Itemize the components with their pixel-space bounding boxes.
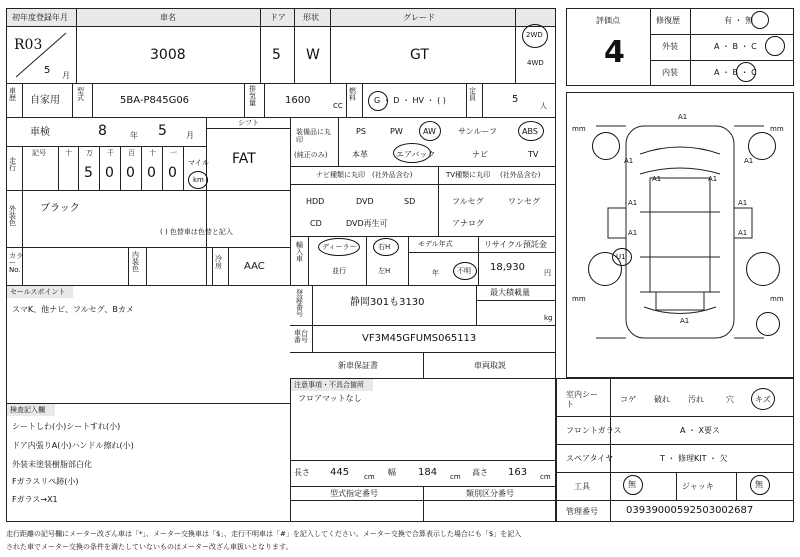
- width: 184: [418, 467, 438, 478]
- usage: 自家用: [30, 95, 60, 106]
- seat-hole: 穴: [726, 395, 734, 404]
- km-label: km: [193, 176, 204, 184]
- equip-abs: ABS: [522, 127, 538, 136]
- interior-b-circle: [736, 62, 756, 82]
- equip-nav: ナビ: [472, 150, 488, 159]
- int-color-label: 内装色: [132, 251, 139, 273]
- grade: GT: [410, 47, 429, 63]
- tv-header: TV種類に丸印: [446, 171, 491, 179]
- doors: 5: [272, 47, 281, 63]
- equip-aw: AW: [423, 127, 436, 136]
- wheel-spare: [756, 312, 780, 336]
- mm-label: mm: [770, 295, 784, 303]
- nav-dvd-play: DVD再生可: [346, 219, 388, 228]
- equipment-label: 装備品に丸印: [296, 128, 331, 145]
- recycle-value: 18,930: [490, 262, 525, 273]
- equip-sunroof: サンルーフ: [458, 127, 497, 136]
- kg-unit: kg: [544, 314, 553, 322]
- repair-label: 修復歴: [656, 16, 680, 25]
- wheel-rr-right: [746, 252, 780, 286]
- tv-oneseg: ワンセグ: [508, 197, 540, 206]
- notes-label: 注意事項・不具合箇所: [294, 381, 364, 389]
- nav-hdd: HDD: [306, 197, 325, 206]
- tv-sub: (社外品含む): [500, 171, 541, 179]
- max-load-label: 最大積載量: [490, 288, 530, 297]
- inspector-line: Fガラスリペ跡(小): [12, 477, 79, 486]
- height: 163: [508, 467, 528, 478]
- nav-cd: CD: [310, 219, 322, 228]
- windshield-label: フロントガラス: [566, 426, 622, 435]
- category-label: 類別区分番号: [466, 489, 514, 498]
- notes-value: フロアマットなし: [298, 394, 362, 403]
- capacity-label: 定員: [469, 87, 476, 102]
- yen-unit: 円: [544, 269, 551, 277]
- inspection-year-unit: 年: [130, 131, 138, 140]
- digit-header-1: 万: [86, 149, 93, 157]
- usage-label: 車歴: [9, 87, 16, 102]
- mileage-digit: 0: [147, 165, 156, 181]
- seat-tear: 破れ: [654, 395, 670, 404]
- width-label: 幅: [388, 468, 396, 477]
- aircon-label: 冷房: [215, 255, 222, 270]
- nav-header: ナビ種類に丸印: [316, 171, 365, 179]
- mileage-digit: 0: [105, 165, 114, 181]
- footer-line-1: 走行距離の記号欄にメーター改ざん車は「*」、メーター交換車は「$」、走行不明車は「#」を記入してください。メーター交換で合算表示した場合にも「$」を記入: [6, 530, 522, 538]
- inspector-line: Fガラス→X1: [12, 495, 58, 504]
- equip-pw: PW: [390, 127, 403, 136]
- import-dealer: ディーラー: [322, 243, 357, 251]
- width-unit: cm: [450, 473, 461, 481]
- mileage-digit: 5: [84, 165, 93, 181]
- height-label: 高さ: [472, 468, 488, 477]
- inspection-month-unit: 月: [186, 131, 194, 140]
- seat-scratch: キズ: [755, 395, 771, 404]
- grade-label: グレード: [403, 13, 435, 22]
- damage-mark: A1: [738, 199, 748, 207]
- inspector-line: 外装未塗装樹脂部白化: [12, 460, 92, 469]
- mm-label: mm: [572, 125, 586, 133]
- mileage-label: 走行: [9, 157, 16, 172]
- reg-year: R03: [14, 37, 43, 53]
- damage-mark: A1: [678, 113, 688, 121]
- mile-label: マイル: [188, 159, 209, 167]
- nav-sd: SD: [404, 197, 416, 206]
- car-name: 3008: [150, 47, 186, 63]
- interior-seat-label: 室内シート: [566, 390, 598, 410]
- spare-options: T ・ 修理KIT ・ 欠: [660, 454, 728, 463]
- shift-label: シフト: [238, 119, 259, 127]
- chassis-label: 車台番号: [294, 329, 308, 344]
- inspection-label: 車検: [30, 127, 50, 138]
- damage-mark: A1: [680, 317, 690, 325]
- jack-label: ジャッキ: [682, 482, 714, 491]
- damage-mark: A1: [708, 175, 718, 183]
- inspection-year: 8: [98, 123, 107, 139]
- damage-mark: A1: [744, 157, 754, 165]
- chassis-value: VF3M45GFUMS065113: [362, 333, 477, 344]
- code-label: 記号: [32, 149, 46, 157]
- manual-label: 車両取説: [474, 361, 506, 370]
- import-left-h: 左H: [378, 267, 391, 275]
- recycle-label: リサイクル預託金: [484, 240, 547, 249]
- drive-4wd: 4WD: [527, 59, 544, 67]
- inspection-month: 5: [158, 123, 167, 139]
- reg-month-unit: 月: [62, 71, 70, 80]
- tv-analog: アナログ: [452, 219, 484, 228]
- displacement: 1600: [285, 95, 311, 106]
- fuel-label: 燃料: [349, 87, 356, 102]
- mileage-digit: 0: [126, 165, 135, 181]
- seat-dirt: 汚れ: [688, 395, 704, 404]
- reg-month: 5: [44, 65, 51, 76]
- tools-value: 無: [628, 480, 636, 489]
- aircon: AAC: [244, 261, 265, 272]
- color-note: ( ) 色替車は色替と記入: [160, 228, 233, 236]
- inspector-line: シートしわ(小)シートすれ(小): [12, 422, 121, 431]
- tv-fullseg: フルセグ: [452, 197, 484, 206]
- first-reg-label: 初年度登録年月: [12, 13, 68, 22]
- damage-mark: A1: [738, 229, 748, 237]
- damage-mark: A1: [628, 199, 638, 207]
- type-label: 型式指定番号: [330, 489, 378, 498]
- score-label: 評価点: [596, 16, 620, 25]
- equip-airbag: エアバック: [396, 150, 436, 159]
- color-value: ブラック: [40, 203, 80, 214]
- color-label: 外装色: [9, 205, 16, 227]
- wheel-fr-left: [592, 132, 620, 160]
- damage-mark: A1: [652, 175, 662, 183]
- damage-mark: A1: [624, 157, 634, 165]
- repair-options: 有 ・ 無: [724, 16, 754, 25]
- exterior-options: A ・ B ・ C: [714, 42, 757, 51]
- mgmt-value: 0393900059250300268​7: [626, 505, 754, 516]
- fuel-options: G ・ D ・ HV ・ ( ): [374, 96, 446, 105]
- warranty-label: 新車保証書: [338, 361, 378, 370]
- equip-tv: TV: [528, 150, 539, 159]
- mm-label: mm: [572, 295, 586, 303]
- length-unit: cm: [364, 473, 375, 481]
- digit-header-0: 十: [65, 149, 72, 157]
- nav-sub: (社外品含む): [372, 171, 413, 179]
- model-year-unit: 年: [432, 269, 439, 277]
- equip-ps: PS: [356, 127, 366, 136]
- capacity: 5: [512, 94, 519, 105]
- model-label: 型式: [77, 87, 84, 102]
- mileage-digit: 0: [168, 165, 177, 181]
- seat-burn: コゲ: [620, 395, 636, 404]
- exterior-c-circle: [765, 36, 785, 56]
- model-year-unknown: 不明: [457, 267, 471, 275]
- inspector-label: 検査記入欄: [10, 406, 45, 414]
- interior-options: A ・ B ・ C: [714, 68, 757, 77]
- nav-dvd: DVD: [356, 197, 374, 206]
- repair-none-circle: [751, 11, 769, 29]
- equip-leather: 本革: [352, 150, 368, 159]
- sales-points-value: スマK、他ナビ、フルセグ、Bカメ: [12, 305, 134, 314]
- mm-label: mm: [770, 125, 784, 133]
- cc-unit: CC: [333, 102, 343, 110]
- windshield-options: A ・ X要ス: [680, 426, 721, 435]
- inspector-line: ドア内張りA(小)ハンドル擦れ(小): [12, 441, 134, 450]
- car-name-label: 車名: [160, 13, 176, 22]
- equipment-sub: (純正のみ): [294, 151, 328, 159]
- exterior-label: 外装: [662, 42, 678, 51]
- height-unit: cm: [540, 473, 551, 481]
- model-year-label: モデル年式: [418, 240, 453, 248]
- length: 445: [330, 467, 350, 478]
- damage-mark: A1: [628, 229, 638, 237]
- person-unit: 人: [540, 102, 547, 110]
- model: 5BA-P845G06: [120, 95, 190, 106]
- digit-header-3: 百: [128, 149, 135, 157]
- mgmt-label: 管理番号: [566, 507, 598, 516]
- color-no-label: カラーNo.: [9, 252, 23, 274]
- import-label: 輸入車: [296, 241, 303, 263]
- damage-mark: U1: [616, 253, 626, 261]
- drive-2wd: 2WD: [526, 31, 543, 39]
- interior-label: 内装: [662, 68, 678, 77]
- shift: FAT: [232, 151, 256, 167]
- door-label: ドア: [270, 13, 286, 22]
- spare-label: スペアタイヤ: [566, 454, 614, 463]
- import-right-h: 右H: [378, 243, 391, 251]
- length-label: 長さ: [294, 468, 310, 477]
- digit-header-5: 一: [170, 149, 177, 157]
- jack-value: 無: [755, 480, 763, 489]
- registration-value: 静岡301も3130: [350, 297, 425, 308]
- shape-label: 形状: [303, 13, 319, 22]
- tools-label: 工具: [574, 482, 590, 491]
- footer-line-2: された車でメーター交換の条件を満たしていないものはメーター改ざん車扱いとなります。: [6, 543, 293, 551]
- registration-label: 登録番号: [296, 289, 303, 318]
- shape: W: [306, 47, 320, 63]
- digit-header-2: 千: [107, 149, 114, 157]
- digit-header-4: 十: [149, 149, 156, 157]
- import-parallel: 並行: [332, 267, 346, 275]
- displacement-label: 排気量: [249, 85, 256, 107]
- wheel-fr-right: [748, 132, 776, 160]
- score: 4: [604, 35, 625, 70]
- sales-points-label: セールスポイント: [10, 288, 66, 296]
